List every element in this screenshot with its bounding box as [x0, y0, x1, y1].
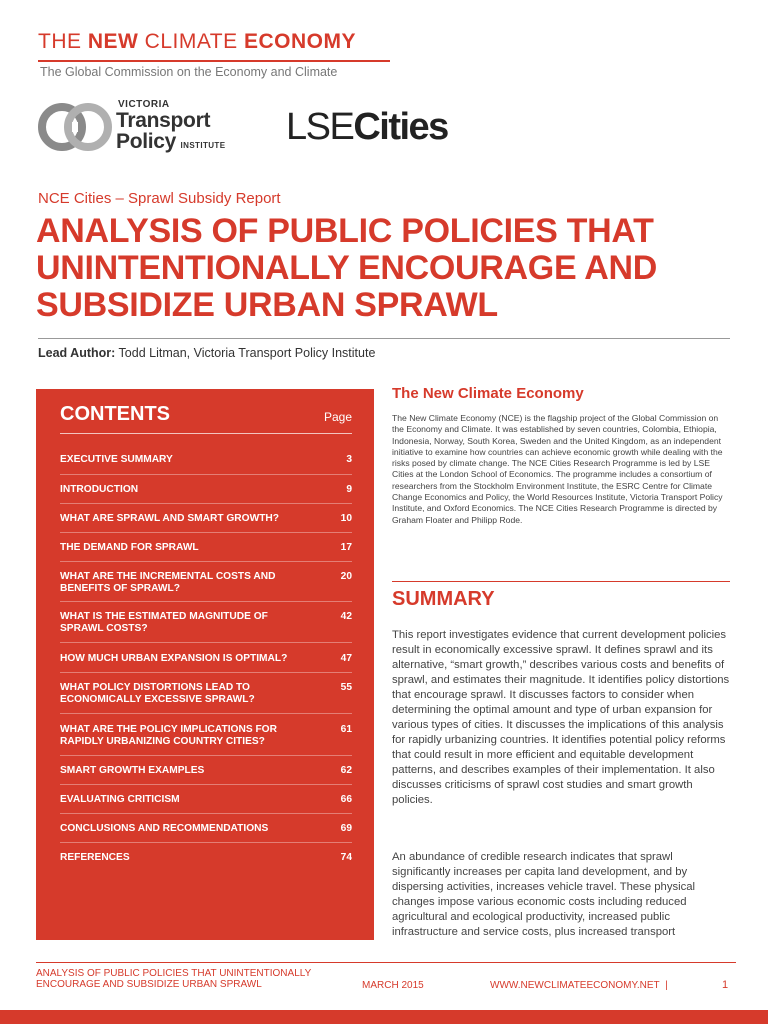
vtpi-logo-line1: Transport	[116, 109, 211, 132]
page-number: 1	[722, 979, 729, 991]
vtpi-rings-icon	[36, 100, 114, 154]
toc-divider	[60, 842, 352, 843]
footer-title: ANALYSIS OF PUBLIC POLICIES THAT UNINTENTIONALLY ENCOURAGE AND SUBSIDIZE URBAN SPRAWL	[36, 968, 312, 990]
summary-heading: SUMMARY	[392, 588, 495, 610]
toc-divider	[60, 503, 352, 504]
summary-divider	[392, 581, 730, 582]
title-divider	[38, 338, 730, 339]
summary-paragraph-1: This report investigates evidence that current development policies result in economically excessive sprawl. It defines sprawl and its alternative, “smart growth,” describes various costs and benefits of sprawl, and estimates their magnitude. It identifies policy distortions that encourage sprawl. It discusses factors to consider when determining the optimal amount and type of urban expansion for various types of cities. It discusses the implications of this analysis for rapidly urbanizing countries. It identifies potential policy reforms that could result in more efficient and equitable development patterns, and describes examples of their implementation. It also discusses criticisms of sprawl cost studies and smart growth policies.	[392, 629, 730, 806]
footer-divider	[36, 962, 736, 963]
org-subtitle: The Global Commission on the Economy and Climate	[40, 65, 338, 79]
summary-paragraph-2: An abundance of credible research indicates that sprawl significantly increases per capita land development, and by dispersing activities, increases vehicle travel. These physical changes impose various economic costs including reduced agricultural and ecological productivity, increased public infrastructure and service costs, plus increased transport	[392, 851, 696, 938]
toc-divider	[60, 532, 352, 533]
vtpi-logo-inst: INSTITUTE	[180, 141, 226, 150]
contents-panel: CONTENTS Page EXECUTIVE SUMMARY 3 INTRODUCTION 9 WHAT ARE SPRAWL AND SMART GROWTH? 10 THE DEMAND FOR SPRAWL 17 WHAT ARE THE INCREMENTAL COSTS AND BENEFITS OF SPRAWL? 20 WHAT IS THE ESTIMATED MAGNITUDE OF SPRAWL COSTS? 42 HOW MUCH URBAN EXPANSION IS OPTIMAL? 47 WHAT POLICY DISTORTIONS LEAD TO ECONOMICALLY EXCESSIVE SPRAWL? 55 WHAT ARE THE POLICY IMPLICATIONS FOR RAPIDLY URBANIZING COUNTRY CITIES? 61 SMART GROWTH EXAMPLES 62 EVALUATING CRITICISM 66 CONCLUSIONS AND RECOMMENDATIONS 69 REFERENCES 74	[36, 389, 374, 940]
toc-divider	[60, 713, 352, 714]
footer-separator: |	[665, 980, 668, 991]
contents-page-label: Page	[323, 410, 352, 424]
header-divider	[38, 60, 390, 62]
vtpi-logo	[36, 100, 256, 154]
report-label: NCE Cities – Sprawl Subsidy Report	[38, 190, 281, 207]
org-title: THE NEW CLIMATE ECONOMY	[38, 30, 356, 53]
lse-cities-logo: LSECities	[286, 106, 448, 148]
nce-heading: The New Climate Economy	[392, 385, 584, 402]
toc-divider	[60, 755, 352, 756]
nce-description: The New Climate Economy (NCE) is the flagship project of the Global Commission on the Economy and Climate. It was established by seven countries, Colombia, Ethiopia, Indonesia, Norway, South Korea, Sweden and the United Kingdom, as an independent initiative to examine how countries can achieve economic growth while dealing with the risks posed by climate change. The NCE Cities Research Programme is led by LSE Cities at the London School of Economics. The programme includes a consortium of researchers from the Stockholm Environment Institute, the ESRC Centre for Climate Change Economics and Policy, the World Resources Institute, Victoria Transport Policy Institute, and Oxford Economics. The NCE Cities Research Programme is directed by Graham Floater and Philipp Rode.	[392, 413, 723, 525]
lead-author: Lead Author: Todd Litman, Victoria Transport Policy Institute	[38, 346, 376, 360]
toc-divider	[60, 784, 352, 785]
footer-bar	[0, 1010, 768, 1024]
toc-divider	[60, 474, 352, 475]
footer-url[interactable]: WWW.NEWCLIMATEECONOMY.NET |	[490, 980, 668, 991]
toc-divider	[60, 813, 352, 814]
footer-date: MARCH 2015	[362, 980, 424, 991]
toc-divider	[60, 672, 352, 673]
contents-divider	[60, 433, 352, 434]
contents-heading: CONTENTS	[60, 403, 170, 425]
vtpi-logo-small: VICTORIA	[118, 99, 170, 110]
page-title: ANALYSIS OF PUBLIC POLICIES THAT UNINTENTIONALLY ENCOURAGE AND SUBSIDIZE URBAN SPRAWL	[36, 212, 657, 324]
vtpi-logo-line2: Policy	[116, 130, 177, 153]
toc-divider	[60, 642, 352, 643]
toc-divider	[60, 601, 352, 602]
toc-divider	[60, 561, 352, 562]
